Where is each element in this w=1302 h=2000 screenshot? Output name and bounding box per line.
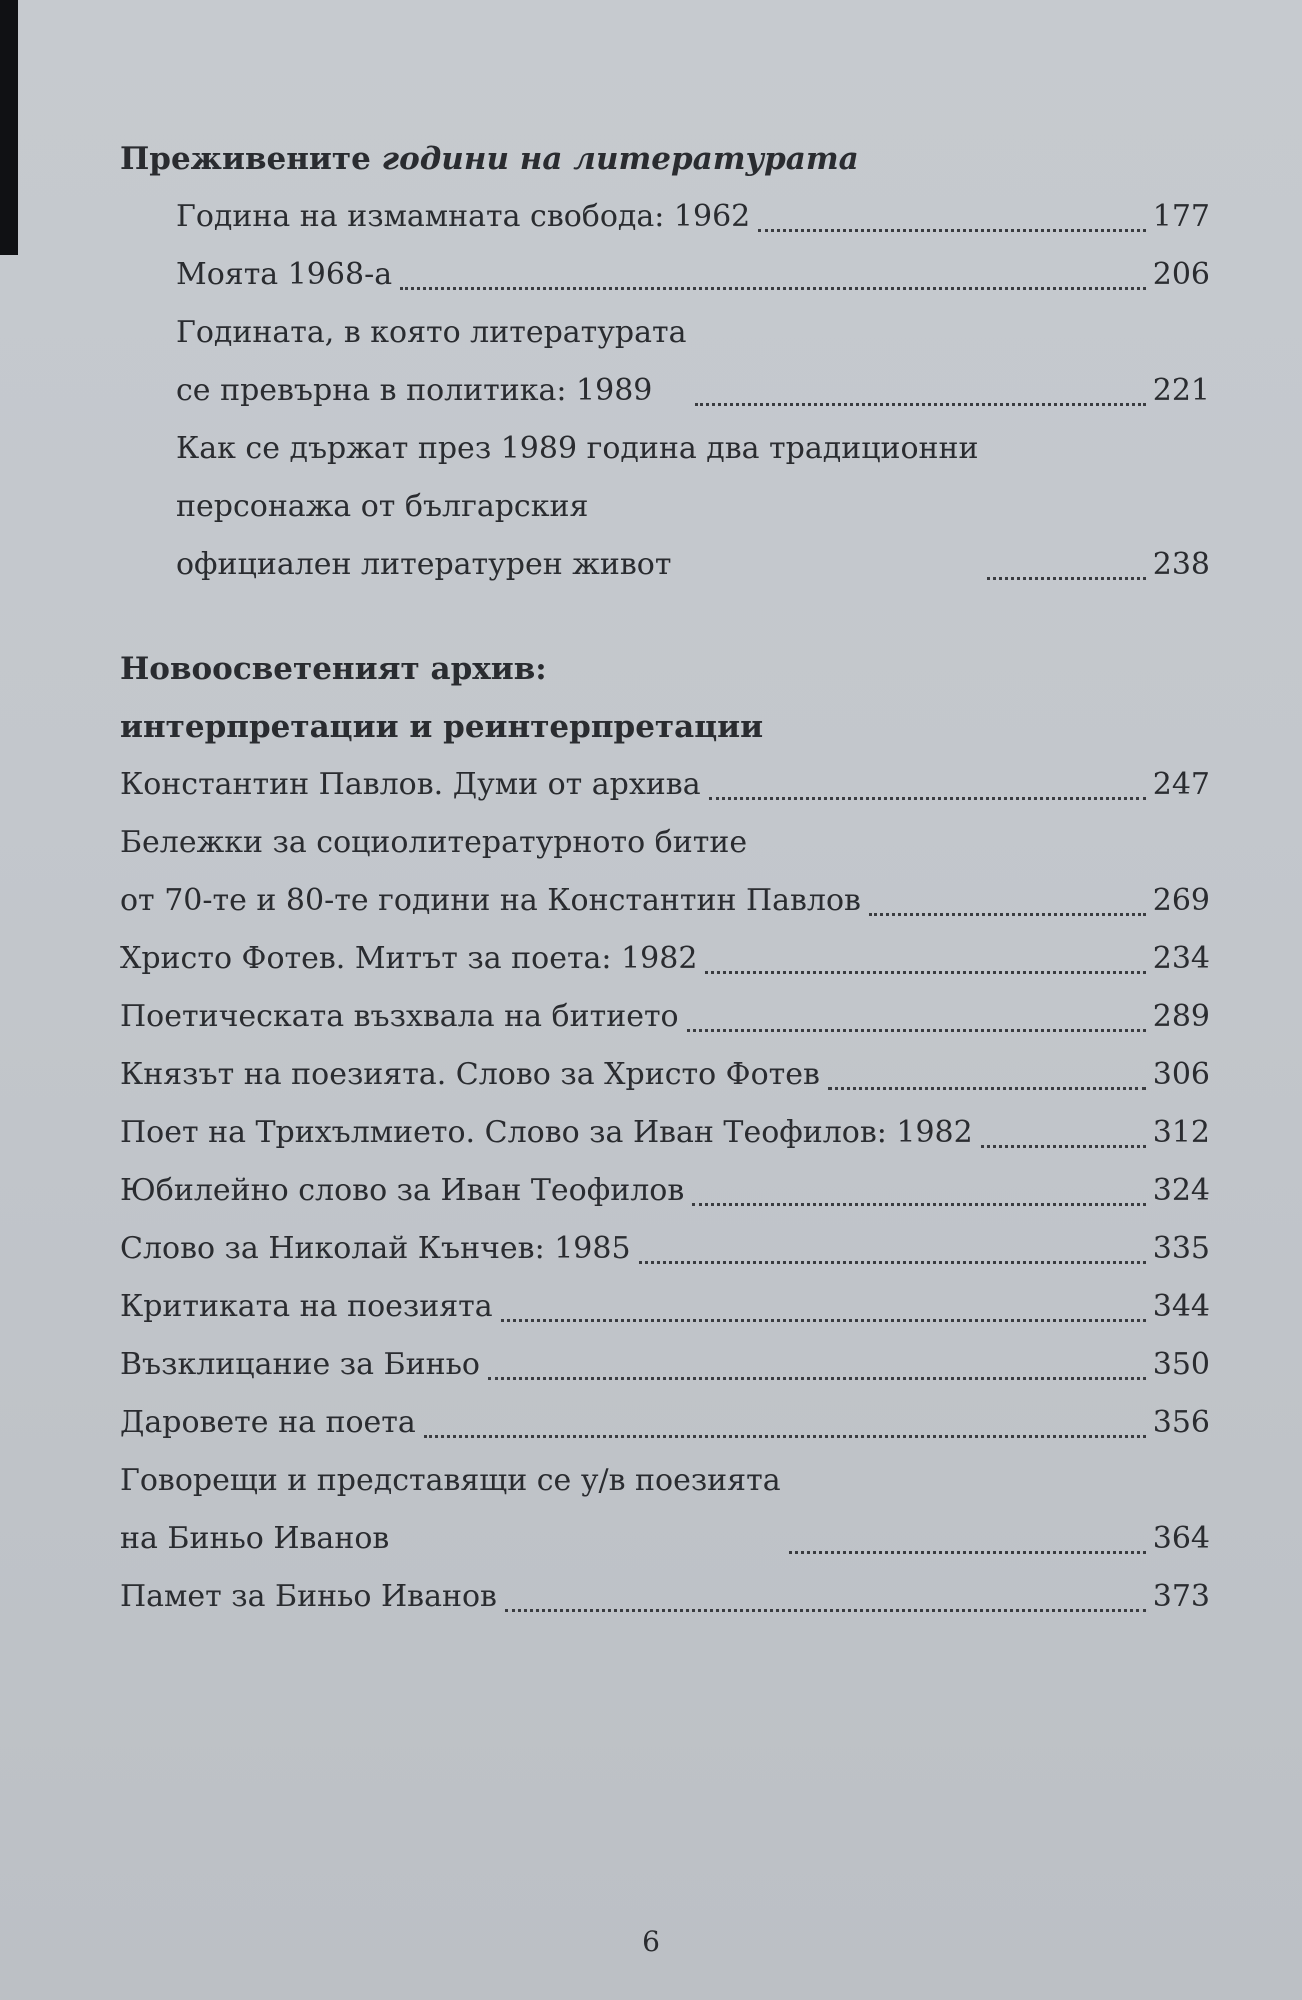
toc-entry: [120, 304, 1210, 420]
dot-leader: [987, 577, 1146, 580]
toc-entry-title: Даровете на поета: [120, 1405, 416, 1440]
page-edge-shadow: [0, 0, 18, 255]
toc-entry-title: Константин Павлов. Думи от архива: [120, 767, 701, 802]
toc-entry: [120, 246, 1210, 304]
toc-entry-title: Моята 1968-а: [176, 257, 393, 292]
dot-leader: [424, 1435, 1146, 1438]
dot-leader: [639, 1261, 1146, 1264]
dot-leader: [692, 1203, 1146, 1206]
section-title-2: [120, 640, 1210, 756]
toc-entry: [120, 1568, 1210, 1626]
dot-leader: [709, 797, 1146, 800]
toc-entry-title: Князът на поезията. Слово за Христо Фотев: [120, 1057, 820, 1092]
toc-entry-page: 356: [1152, 1405, 1210, 1440]
toc-entry-title: Христо Фотев. Митът за поета: 1982: [120, 941, 698, 976]
toc-entry-title-line: Говорещи и представящи се у/в поезията: [120, 1463, 781, 1498]
toc-entry-title-line: Годината, в която литературата: [176, 315, 687, 350]
toc-entry-page: 335: [1152, 1231, 1210, 1266]
toc-entry-title-line: се превърна в политика: 1989: [176, 373, 653, 408]
toc-entry-page: 234: [1152, 941, 1210, 976]
toc-entry-title-line: на Биньо Иванов: [120, 1521, 390, 1556]
toc-entry-page: 364: [1152, 1521, 1210, 1556]
toc-entry: [120, 1452, 1210, 1568]
toc-entry: [120, 1336, 1210, 1394]
toc-entry-page: 221: [1152, 373, 1210, 408]
toc-entry-title: Критиката на поезията: [120, 1289, 493, 1324]
toc-entry-page: 247: [1152, 767, 1210, 802]
toc-entry: [120, 930, 1210, 988]
toc-entry: [120, 814, 1210, 930]
toc-entry-title-line: Как се държат през 1989 година два традиционни: [176, 431, 979, 466]
section-title-1-regular: Преживените: [120, 141, 382, 177]
page-number: 6: [642, 1925, 660, 1958]
toc-entry: [120, 1104, 1210, 1162]
toc-entry-page: 350: [1152, 1347, 1210, 1382]
toc-entry-page: 306: [1152, 1057, 1210, 1092]
toc-entry-page: 324: [1152, 1173, 1210, 1208]
dot-leader: [505, 1609, 1146, 1612]
dot-leader: [758, 229, 1146, 232]
section-title-2-line: интерпретации и реинтерпретации: [120, 709, 764, 745]
toc-entry: [120, 420, 1210, 594]
toc-entry-title-line: Бележки за социолитературното битие: [120, 825, 748, 860]
toc-entry-page: 312: [1152, 1115, 1210, 1150]
toc-entry: [120, 1162, 1210, 1220]
dot-leader: [789, 1551, 1146, 1554]
toc-entry-title: Възклицание за Биньо: [120, 1347, 480, 1382]
toc-entry-page: 238: [1152, 547, 1210, 582]
dot-leader: [828, 1087, 1146, 1090]
dot-leader: [488, 1377, 1146, 1380]
toc-entry-title: Памет за Биньо Иванов: [120, 1579, 497, 1614]
toc-entry-title: Поет на Трихълмието. Слово за Иван Теофилов: 1982: [120, 1115, 973, 1150]
dot-leader: [869, 913, 1146, 916]
toc-entry-page: 177: [1152, 199, 1210, 234]
table-of-contents: [120, 130, 1210, 1626]
dot-leader: [981, 1145, 1146, 1148]
toc-entry-title: Слово за Николай Кънчев: 1985: [120, 1231, 631, 1266]
toc-entry: [120, 988, 1210, 1046]
toc-entry-page: 269: [1152, 883, 1210, 918]
toc-entry-page: 289: [1152, 999, 1210, 1034]
toc-entry: [120, 756, 1210, 814]
toc-entry-title-line: персонажа от българския: [176, 489, 589, 524]
toc-entry-title: Година на измамната свобода: 1962: [176, 199, 751, 234]
toc-entry-title: Юбилейно слово за Иван Теофилов: [120, 1173, 685, 1208]
dot-leader: [695, 403, 1147, 406]
toc-entry: [120, 1046, 1210, 1104]
toc-entry: [120, 1394, 1210, 1452]
section-title-1: [120, 130, 1210, 188]
toc-entry-title-line: от 70-те и 80-те години на Константин Павлов: [120, 883, 861, 918]
toc-entry: [120, 1220, 1210, 1278]
toc-entry: [120, 1278, 1210, 1336]
toc-entry-page: 206: [1152, 257, 1210, 292]
toc-entry-page: 373: [1152, 1579, 1210, 1614]
dot-leader: [687, 1029, 1146, 1032]
section-title-1-italic: години на литературата: [381, 141, 859, 177]
section-title-2-line: Новоосветеният архив:: [120, 651, 547, 687]
toc-entry: [120, 188, 1210, 246]
toc-entry-title-line: официален литературен живот: [176, 547, 672, 582]
toc-entry-page: 344: [1152, 1289, 1210, 1324]
dot-leader: [501, 1319, 1146, 1322]
dot-leader: [400, 287, 1146, 290]
toc-entry-title: Поетическата възхвала на битието: [120, 999, 679, 1034]
dot-leader: [705, 971, 1146, 974]
